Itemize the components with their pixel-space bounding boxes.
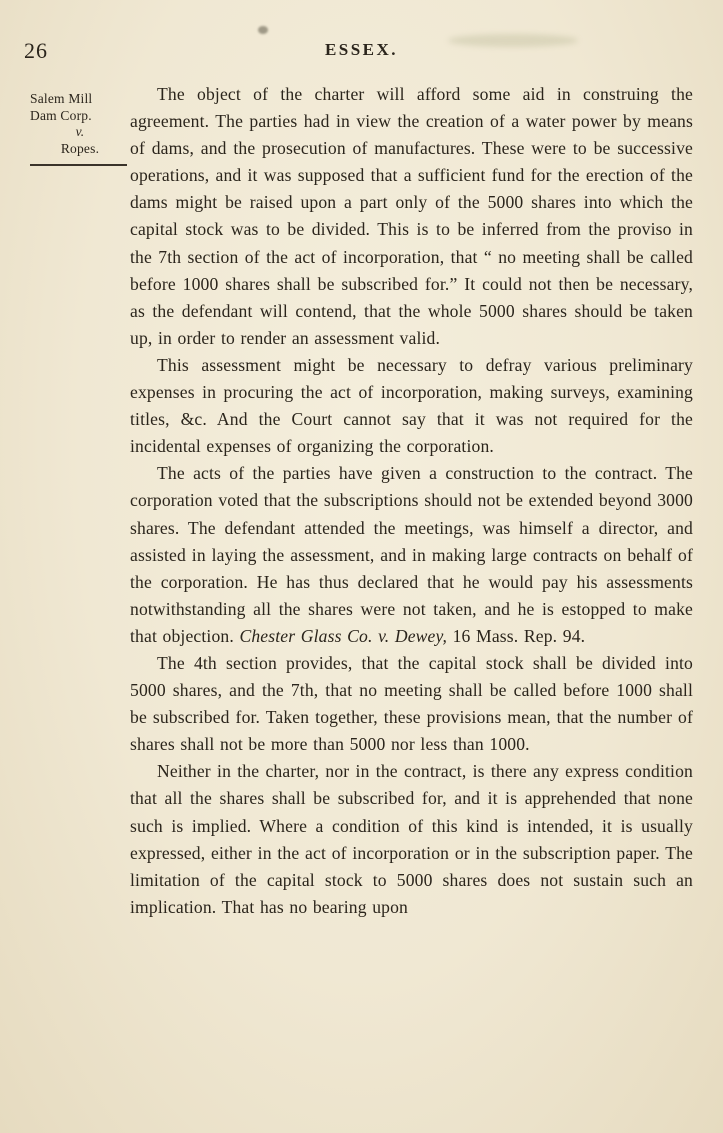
page-number: 26 (24, 38, 48, 63)
paragraph-3-reporter: 16 Mass. Rep. 94. (447, 625, 586, 646)
page-header (0, 30, 723, 66)
paragraph-1: The object of the charter will afford some aid in construing the agreement. The parties had in view the creation of a water power by means of dams, and the prosecution of manufactures. These were to be successive operations, and it was supposed that a sufficient fund for the erection of the dams might be raised upon a part only of the 5000 shares into which the capital stock was to be divided. This is to be inferred from the proviso in the 7th section of the act of incorporation, that “ no meeting shall be called before 1000 shares shall be subscribed for.” It could not then be necessary, as the defendant will contend, that the whole 5000 shares should be taken up, in order to render an assessment valid. (130, 84, 693, 348)
margin-note-line: Salem Mill (30, 91, 93, 106)
margin-note-versus: v. (75, 124, 85, 139)
case-body-text (130, 81, 693, 921)
case-citation: Chester Glass Co. v. Dewey, (239, 625, 448, 646)
paragraph-3-text: The acts of the parties have given a construction to the contract. The corporation voted that the subscriptions should not be extended beyond 3000 shares. The defendant attended the meetings, was himself a director, and assisted in laying the assessment, and in making large contracts on behalf of the corporation. He has thus declared that he would pay his assessments notwithstanding all the shares were not taken, and he is estopped to make that objection. (130, 463, 693, 646)
paragraph-4: The 4th section provides, that the capital stock shall be divided into 5000 shares, and the 7th, that no meeting shall be called before 1000 shall be subscribed for. Taken together, these provisions mean, that the number of shares shall not be more than 5000 nor less than 1000. (130, 652, 693, 755)
margin-note-line: Dam Corp. (30, 107, 92, 123)
running-title: ESSEX. (324, 40, 399, 59)
paragraph-3 (130, 460, 693, 650)
paragraph-5: Neither in the charter, nor in the contract, is there any express condition that all the shares shall be subscribed for, and it is apprehended that none such is implied. Where a condition of this kind is intended, it is usually expressed, either in the act of incorporation or in the subscription paper. The limitation of the capital stock to 5000 shares does not sustain such an implication. That has no bearing upon (130, 761, 693, 917)
margin-note-rule (30, 164, 127, 166)
paragraph-2: This assessment might be necessary to defray various preliminary expenses in procuring the act of incorporation, making surveys, examining titles, &c. And the Court cannot say that it was not required for the incidental expenses of organizing the corporation. (130, 354, 693, 457)
margin-note-line: Ropes. (60, 140, 100, 156)
margin-note-case-name (30, 91, 130, 166)
